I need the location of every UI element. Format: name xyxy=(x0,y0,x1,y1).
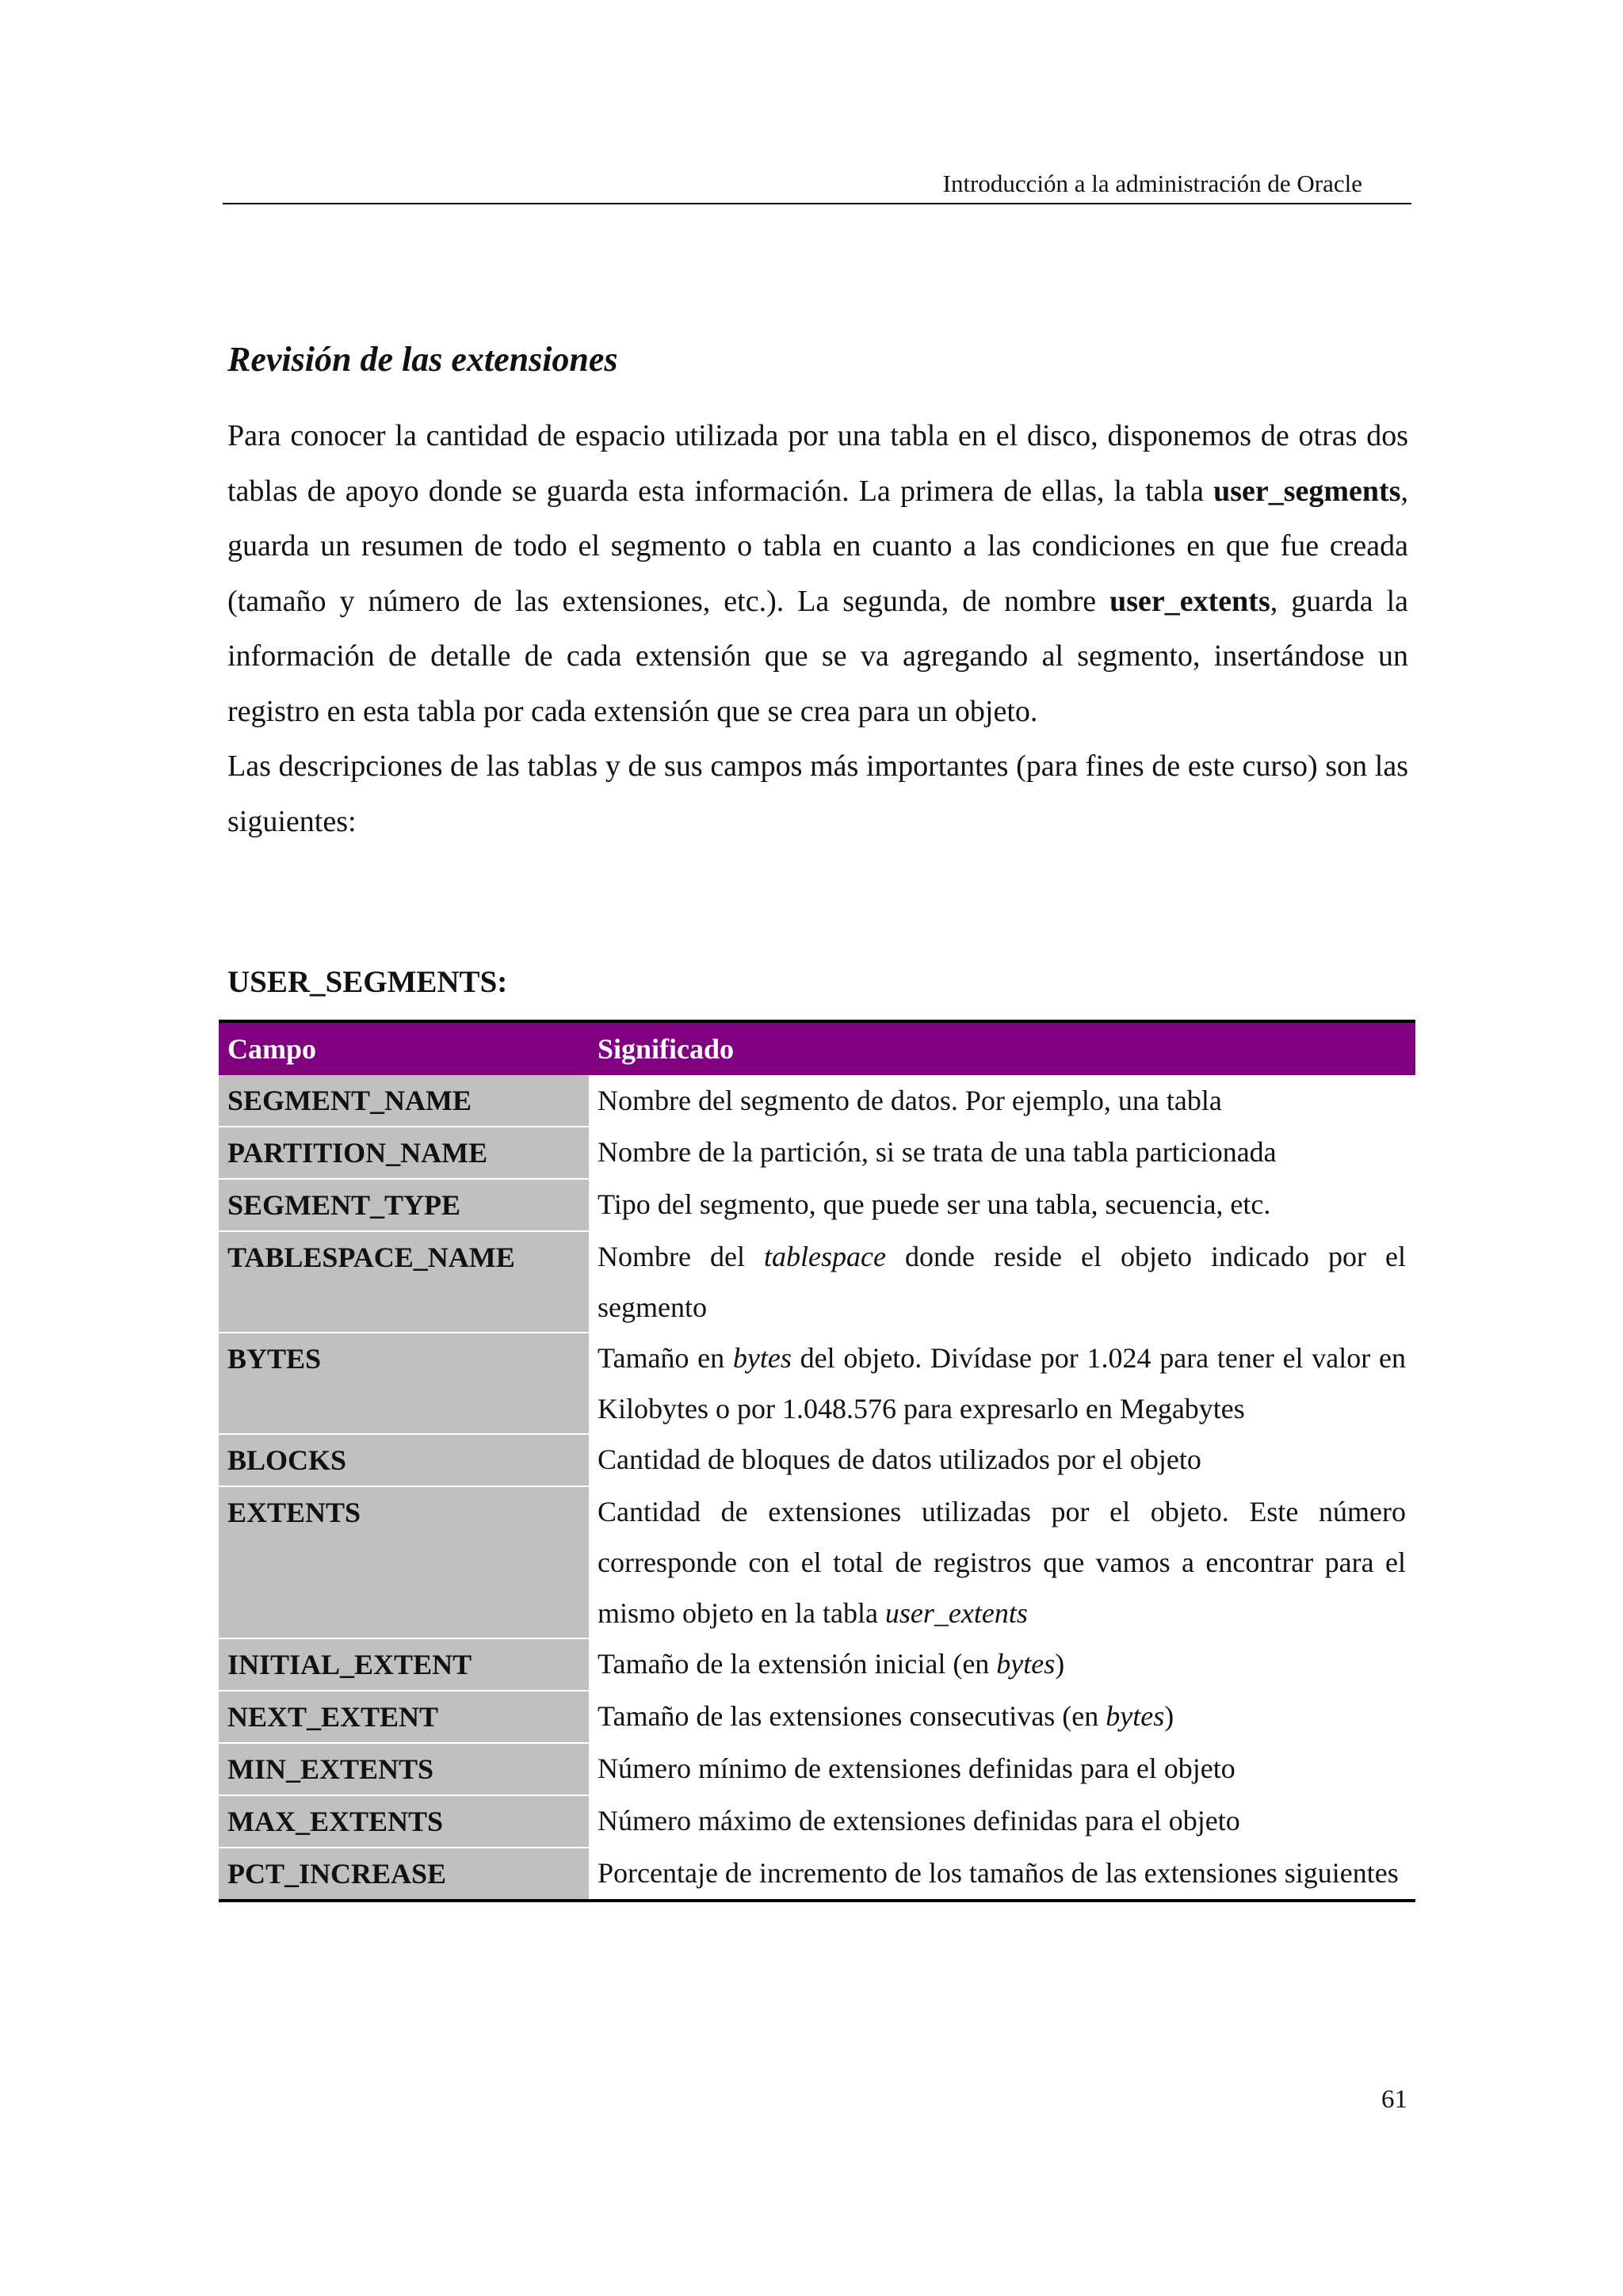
field-name-cell: BYTES xyxy=(219,1333,589,1434)
field-name-cell: SEGMENT_NAME xyxy=(219,1075,589,1127)
text-run: Tamaño de las extensiones consecutivas (en xyxy=(598,1700,1106,1732)
text-run: Para conocer la cantidad de espacio utilizada por una tabla en el disco, disponemos de otras dos tablas de apoyo donde se guarda esta información. La primera de ellas, la tabla xyxy=(227,419,1408,508)
text-run: del objeto. Divídase por 1.024 para tener el valor en Kilobytes o por 1.048.576 para expresarlo en Megabytes xyxy=(598,1342,1406,1425)
bold-term: user_extents xyxy=(1109,584,1270,618)
table-row xyxy=(219,1848,1415,1901)
field-description-cell xyxy=(589,1179,1415,1231)
table-row xyxy=(219,1691,1415,1743)
text-run: Tipo del segmento, que puede ser una tabla, secuencia, etc. xyxy=(598,1188,1271,1220)
text-run: Nombre del xyxy=(598,1241,765,1272)
field-name-cell: TABLESPACE_NAME xyxy=(219,1231,589,1333)
text-run: Tamaño de la extensión inicial (en xyxy=(598,1648,997,1680)
text-run: Número máximo de extensiones definidas para el objeto xyxy=(598,1805,1240,1836)
table-title: USER_SEGMENTS: xyxy=(227,965,508,999)
body-text xyxy=(227,409,1408,849)
text-run: Nombre del segmento de datos. Por ejemplo, una tabla xyxy=(598,1085,1222,1116)
text-run: , guarda un resumen de todo el segmento o tabla en cuanto a las condiciones en que fue creada (tamaño y número de las extensiones, etc.). La segunda, de nombre xyxy=(227,474,1408,618)
table-row xyxy=(219,1638,1415,1691)
section-title: Revisión de las extensiones xyxy=(227,340,618,379)
text-run: Porcentaje de incremento de los tamaños de las extensiones siguientes xyxy=(598,1857,1399,1889)
text-run: Número mínimo de extensiones definidas para el objeto xyxy=(598,1753,1235,1784)
table-row xyxy=(219,1486,1415,1638)
table-row xyxy=(219,1231,1415,1333)
field-description-cell xyxy=(589,1848,1415,1901)
text-run: Tamaño en xyxy=(598,1342,733,1374)
field-name-cell: MAX_EXTENTS xyxy=(219,1795,589,1848)
field-description-cell xyxy=(589,1638,1415,1691)
field-description-cell xyxy=(589,1743,1415,1795)
bold-term: user_segments xyxy=(1213,474,1401,508)
field-description-cell xyxy=(589,1127,1415,1179)
field-name-cell: SEGMENT_TYPE xyxy=(219,1179,589,1231)
column-header-field: Campo xyxy=(219,1021,589,1075)
table-row xyxy=(219,1179,1415,1231)
field-name-cell: MIN_EXTENTS xyxy=(219,1743,589,1795)
table-row xyxy=(219,1434,1415,1486)
field-description-cell xyxy=(589,1075,1415,1127)
text-run: ) xyxy=(1055,1648,1065,1680)
italic-term: bytes xyxy=(1106,1700,1165,1732)
page-number: 61 xyxy=(1381,2085,1407,2114)
field-name-cell: NEXT_EXTENT xyxy=(219,1691,589,1743)
running-header xyxy=(223,170,1411,204)
paragraph xyxy=(227,409,1408,739)
table-row xyxy=(219,1075,1415,1127)
table-row xyxy=(219,1743,1415,1795)
column-header-meaning: Significado xyxy=(589,1021,1415,1075)
field-name-cell: EXTENTS xyxy=(219,1486,589,1638)
text-run: , guarda la información de detalle de cada extensión que se va agregando al segmento, insertándose un registro en esta tabla por cada extensión que se crea para un objeto. xyxy=(227,584,1409,728)
table-row xyxy=(219,1333,1415,1434)
text-run: Nombre de la partición, si se trata de una tabla particionada xyxy=(598,1136,1277,1168)
table-row xyxy=(219,1795,1415,1848)
text-run: ) xyxy=(1164,1700,1174,1732)
field-description-cell xyxy=(589,1333,1415,1434)
italic-term: bytes xyxy=(732,1342,792,1374)
field-description-cell xyxy=(589,1231,1415,1333)
table-row xyxy=(219,1127,1415,1179)
field-description-cell xyxy=(589,1795,1415,1848)
running-header-title: Introducción a la administración de Oracle xyxy=(942,170,1362,197)
table-header-row xyxy=(219,1021,1415,1075)
table-body xyxy=(219,1075,1415,1901)
field-description-cell xyxy=(589,1691,1415,1743)
field-name-cell: PARTITION_NAME xyxy=(219,1127,589,1179)
text-run: Cantidad de bloques de datos utilizados por el objeto xyxy=(598,1444,1201,1475)
italic-term: bytes xyxy=(996,1648,1056,1680)
text-run: Cantidad de extensiones utilizadas por el objeto. Este número corresponde con el total de registros que vamos a encontrar para el mismo objeto en la tabla xyxy=(598,1496,1406,1629)
text-run: Las descripciones de las tablas y de sus campos más importantes (para fines de este curso) son las siguientes: xyxy=(227,749,1408,838)
field-name-cell: PCT_INCREASE xyxy=(219,1848,589,1901)
italic-term: tablespace xyxy=(764,1241,886,1272)
text-run: donde reside el objeto indicado por el segmento xyxy=(598,1241,1407,1323)
user-segments-table xyxy=(219,1020,1415,1902)
paragraph xyxy=(227,739,1408,849)
italic-term: user_extents xyxy=(884,1597,1028,1629)
field-name-cell: BLOCKS xyxy=(219,1434,589,1486)
field-description-cell xyxy=(589,1486,1415,1638)
field-description-cell xyxy=(589,1434,1415,1486)
field-name-cell: INITIAL_EXTENT xyxy=(219,1638,589,1691)
